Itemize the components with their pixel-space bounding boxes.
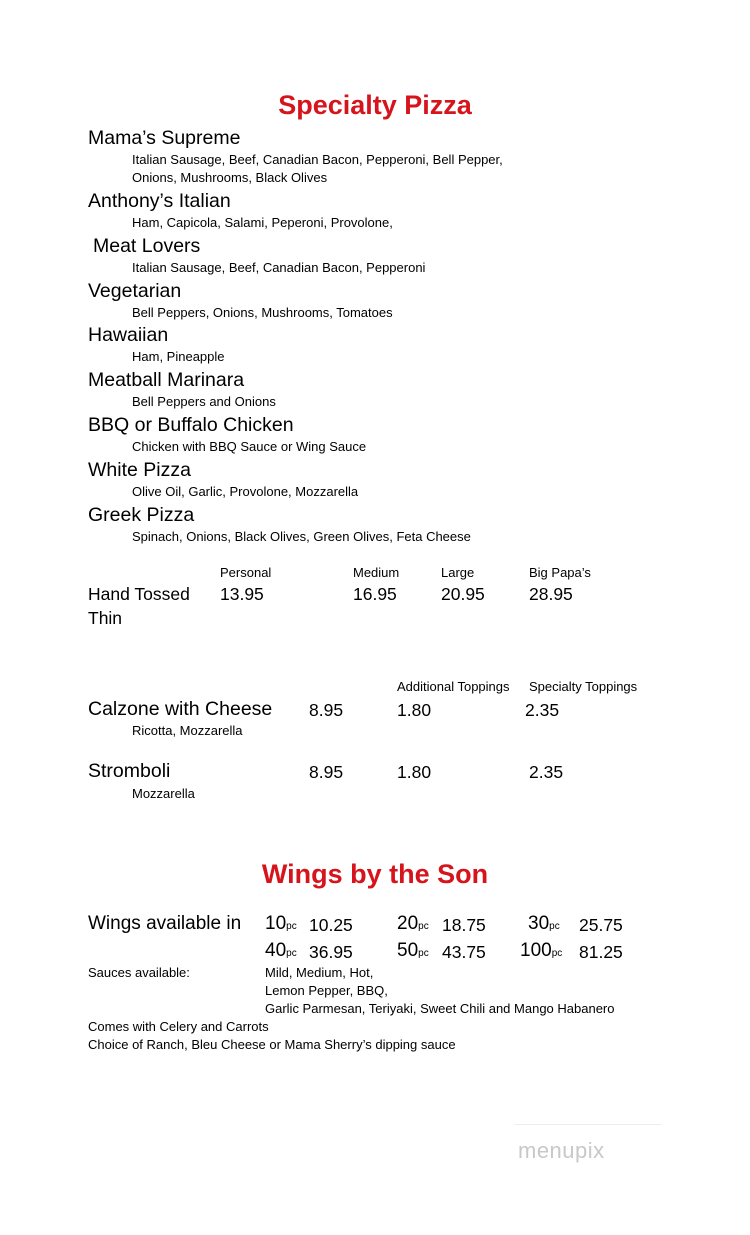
pizza-name: Greek Pizza bbox=[88, 504, 195, 526]
additional-toppings-header: Additional Toppings bbox=[397, 679, 510, 694]
pizza-desc: Bell Peppers, Onions, Mushrooms, Tomatoes bbox=[132, 305, 393, 320]
stromboli-desc: Mozzarella bbox=[132, 786, 195, 801]
wing-count: 50 bbox=[397, 940, 419, 961]
calzone-desc: Ricotta, Mozzarella bbox=[132, 723, 243, 738]
price-big-papas: 28.95 bbox=[529, 584, 573, 604]
price-large: 20.95 bbox=[441, 584, 485, 604]
size-header-medium: Medium bbox=[353, 565, 400, 580]
wing-option bbox=[528, 913, 560, 935]
sauce-line: Mild, Medium, Hot, bbox=[265, 965, 374, 980]
wing-option bbox=[265, 913, 297, 935]
pizza-name: Meatball Marinara bbox=[88, 369, 245, 391]
wings-note: Comes with Celery and Carrots bbox=[88, 1019, 269, 1034]
wing-count: 10 bbox=[265, 913, 287, 934]
wing-unit: pc bbox=[286, 921, 297, 932]
watermark-rule bbox=[514, 1124, 662, 1125]
wing-price: 10.25 bbox=[309, 915, 353, 935]
wing-option bbox=[520, 940, 562, 962]
specialty-pizza-heading: Specialty Pizza bbox=[278, 90, 472, 120]
wing-price: 43.75 bbox=[442, 942, 486, 962]
wing-price: 81.25 bbox=[579, 942, 623, 962]
menupix-watermark: menupix bbox=[518, 1138, 605, 1163]
wing-unit: pc bbox=[418, 948, 429, 959]
stromboli-specialty-price: 2.35 bbox=[529, 762, 564, 782]
pizza-name: White Pizza bbox=[88, 459, 191, 481]
size-header-personal: Personal bbox=[220, 565, 272, 580]
pizza-desc: Olive Oil, Garlic, Provolone, Mozzarella bbox=[132, 484, 359, 499]
calzone-name: Calzone with Cheese bbox=[88, 698, 273, 720]
crust-label: Thin bbox=[88, 608, 123, 628]
pizza-desc: Ham, Capicola, Salami, Peperoni, Provolone, bbox=[132, 215, 393, 230]
size-header-large: Large bbox=[441, 565, 475, 580]
wing-unit: pc bbox=[418, 921, 429, 932]
calzone-specialty-price: 2.35 bbox=[525, 700, 560, 720]
wings-heading: Wings by the Son bbox=[261, 859, 489, 889]
specialty-toppings-header: Specialty Toppings bbox=[529, 679, 638, 694]
stromboli-price: 8.95 bbox=[309, 762, 344, 782]
pizza-desc: Spinach, Onions, Black Olives, Green Olives, Feta Cheese bbox=[132, 529, 471, 544]
pizza-desc: Onions, Mushrooms, Black Olives bbox=[132, 170, 328, 185]
pizza-name: BBQ or Buffalo Chicken bbox=[88, 414, 294, 436]
price-personal: 13.95 bbox=[220, 584, 264, 604]
wing-price: 36.95 bbox=[309, 942, 353, 962]
price-medium: 16.95 bbox=[353, 584, 397, 604]
wing-count: 100 bbox=[520, 940, 552, 961]
wing-count: 40 bbox=[265, 940, 287, 961]
calzone-additional-price: 1.80 bbox=[397, 700, 432, 720]
pizza-desc: Italian Sausage, Beef, Canadian Bacon, Pepperoni, Bell Pepper, bbox=[132, 152, 503, 167]
calzone-price: 8.95 bbox=[309, 700, 344, 720]
pizza-name: Hawaiian bbox=[88, 324, 169, 346]
wing-count: 20 bbox=[397, 913, 419, 934]
pizza-name: Mama’s Supreme bbox=[88, 127, 241, 149]
wing-price: 25.75 bbox=[579, 915, 623, 935]
wings-available-label: Wings available in bbox=[88, 913, 242, 934]
wing-unit: pc bbox=[286, 948, 297, 959]
size-header-big-papas: Big Papa’s bbox=[529, 565, 591, 580]
sauce-line: Lemon Pepper, BBQ, bbox=[265, 983, 388, 998]
wing-option bbox=[265, 940, 297, 962]
wing-price: 18.75 bbox=[442, 915, 486, 935]
stromboli-additional-price: 1.80 bbox=[397, 762, 432, 782]
wing-unit: pc bbox=[551, 948, 563, 959]
pizza-desc: Bell Peppers and Onions bbox=[132, 394, 276, 409]
pizza-desc: Chicken with BBQ Sauce or Wing Sauce bbox=[132, 439, 367, 454]
sauces-label: Sauces available: bbox=[88, 965, 190, 980]
wings-note: Choice of Ranch, Bleu Cheese or Mama Sherry’s dipping sauce bbox=[88, 1037, 456, 1052]
crust-label: Hand Tossed bbox=[88, 584, 190, 604]
pizza-desc: Ham, Pineapple bbox=[132, 349, 225, 364]
pizza-name: Anthony’s Italian bbox=[88, 190, 231, 212]
wing-option bbox=[397, 940, 429, 962]
pizza-desc: Italian Sausage, Beef, Canadian Bacon, Pepperoni bbox=[132, 260, 426, 275]
sauce-line: Garlic Parmesan, Teriyaki, Sweet Chili and Mango Habanero bbox=[265, 1001, 615, 1016]
wing-option bbox=[397, 913, 429, 935]
stromboli-name: Stromboli bbox=[88, 760, 171, 782]
pizza-name: Meat Lovers bbox=[93, 235, 201, 257]
wing-count: 30 bbox=[528, 913, 550, 934]
wing-unit: pc bbox=[549, 921, 560, 932]
pizza-name: Vegetarian bbox=[88, 280, 182, 302]
